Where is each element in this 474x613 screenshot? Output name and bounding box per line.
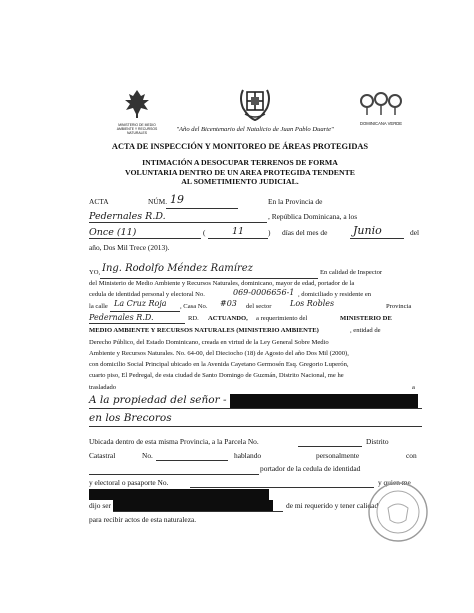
- body-line: con domicilio Social Principal ubicado en la Avenida Cayetano Germosén Esq. Gregorio Luperón,: [89, 361, 349, 368]
- a-label: a: [412, 384, 415, 391]
- personalmente-label: personalmente: [316, 451, 360, 460]
- day-number-handwritten: 11: [232, 226, 245, 237]
- del-text: del: [410, 228, 420, 237]
- requerimiento-text: a requerimiento del: [256, 315, 308, 322]
- acta-label: ACTA: [89, 197, 109, 206]
- casa-handwritten: #03: [220, 299, 237, 308]
- requerido-text: de mi requerido y tener calidad: [286, 501, 379, 510]
- body-line: del Ministerio de Medio Ambiente y Recursos Naturales, dominicano, mayor de edad, portador de la: [89, 280, 355, 287]
- provincia-label: Provincia: [386, 303, 412, 310]
- trasladado-label: trasladado: [89, 384, 117, 391]
- redacted-owner-name: [230, 394, 418, 408]
- location-handwritten-1: A la propiedad del señor -: [89, 394, 227, 406]
- con-label: con: [406, 451, 417, 460]
- cedula-label: cedula de identidad personal y electoral No.: [89, 291, 205, 298]
- ministerio-label: MINISTERIO DE: [340, 315, 392, 322]
- subtitle-line: INTIMACIÓN A DESOCUPAR TERRENOS DE FORMA: [142, 158, 338, 167]
- month-handwritten: Junio: [353, 224, 382, 237]
- no-label: No.: [142, 451, 153, 460]
- domicilio-text: , domiciliado y residente en: [298, 291, 372, 298]
- location-handwritten-2: en los Brecoros: [89, 412, 172, 424]
- republica-text: , República Dominicana, a los: [268, 212, 358, 221]
- dominicana-verde-logo: [358, 92, 404, 130]
- body-line: Ambiente y Recursos Naturales. No. 64-00, del Dieciocho (18) de Agosto del año Dos Mil (2000),: [89, 350, 349, 357]
- year-text: año, Dos Mil Trece (2013).: [89, 243, 170, 252]
- yo-label: YO,: [89, 269, 101, 276]
- dijo-ser-label: dijo ser: [89, 501, 111, 510]
- body-line: cuarto piso, El Pedregal, de esta ciudad de Santo Domingo de Guzmán, Distrito Nacional, me he: [89, 372, 344, 379]
- paren-open: (: [203, 228, 206, 237]
- actuando-label: ACTUANDO,: [208, 315, 248, 322]
- sector-label: del sector: [246, 303, 272, 310]
- coat-of-arms: [237, 84, 273, 122]
- official-stamp: [366, 480, 430, 544]
- province-handwritten: Pedernales R.D.: [89, 211, 166, 222]
- ministry-logo-text: MINISTERIO DE MEDIO AMBIENTE Y RECURSOS NATURALES: [116, 123, 158, 135]
- calidad-text: En calidad de Inspector: [320, 269, 383, 276]
- en-la-provincia: En la Provincia de: [268, 197, 323, 206]
- subtitle-line: AL SOMETIMIENTO JUDICIAL.: [181, 177, 299, 187]
- inspector-cedula: 069-0006656-1: [233, 288, 295, 297]
- num-label: NÚM.: [148, 197, 168, 206]
- subtitle-line: VOLUNTARIA DENTRO DE UN AREA PROTEGIDA TENDENTE: [124, 167, 356, 177]
- acta-number: 19: [170, 193, 184, 206]
- paren-close: ): [268, 228, 271, 237]
- portador-text: portador de la cedula de identidad: [260, 464, 361, 473]
- dominicana-verde-text: DOMINICANA VERDE: [359, 121, 403, 126]
- catastral-label: Catastral: [89, 451, 116, 460]
- day-handwritten: Once (11): [89, 227, 137, 238]
- provincia-handwritten: Pedernales R.D.: [89, 313, 154, 322]
- motto: "Año del Bicentenario del Natalicio de Juan Pablo Duarte": [176, 126, 334, 133]
- redacted-passport: [89, 489, 269, 500]
- body-line: Derecho Público, del Estado Dominicano, creada en virtud de la Ley General Sobre Medio: [89, 339, 329, 346]
- dias-del-mes: días del mes de: [282, 228, 328, 237]
- inspector-name: Ing. Rodolfo Méndez Ramírez: [102, 263, 253, 274]
- rd-label: RD.: [188, 315, 199, 322]
- recibir-actos-text: para recibir actos de esta naturaleza.: [89, 515, 197, 524]
- hablando-label: hablando: [234, 451, 262, 460]
- casa-label: , Casa No.: [180, 303, 208, 310]
- page-title: ACTA DE INSPECCIÓN Y MONITOREO DE ÁREAS PROTEGIDAS: [111, 142, 369, 151]
- parcela-text: Ubicada dentro de esta misma Provincia, a la Parcela No.: [89, 437, 259, 446]
- subtitle: [90, 158, 390, 187]
- entidad-text: , entidad de: [350, 327, 381, 334]
- distrito-label: Distrito: [366, 437, 389, 446]
- quien-me-text: y quien me: [378, 478, 411, 487]
- sector-handwritten: Los Robles: [290, 299, 335, 308]
- pasaporte-label: y electoral o pasaporte No.: [89, 478, 169, 487]
- calle-label: la calle: [89, 303, 108, 310]
- ministerio-full-name: MEDIO AMBIENTE Y RECURSOS NATURALES (MINISTERIO AMBIENTE): [89, 327, 319, 334]
- calle-handwritten: La Cruz Roja: [114, 299, 167, 308]
